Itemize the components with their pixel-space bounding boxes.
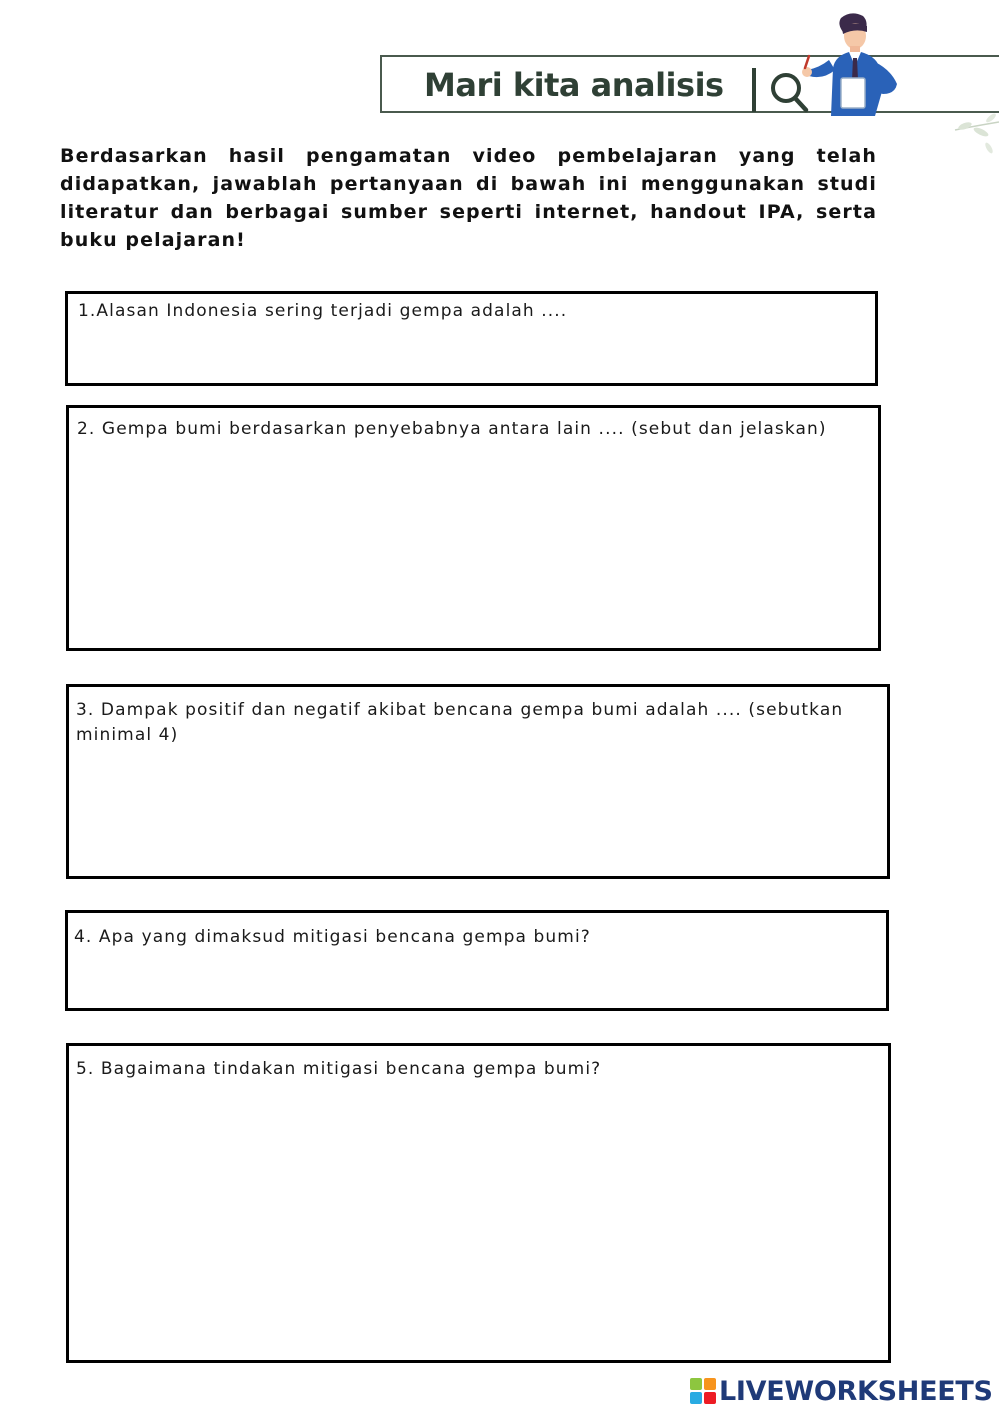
question-4: 4. Apa yang dimaksud mitigasi bencana gempa bumi?	[74, 927, 591, 947]
badge-square-1	[690, 1378, 702, 1390]
liveworksheets-logo-text: LIVEWORKSHEETS	[719, 1375, 993, 1407]
leaf-decoration	[945, 100, 999, 156]
question-5: 5. Bagaimana tindakan mitigasi bencana gempa bumi?	[76, 1059, 602, 1079]
instructions-text: Berdasarkan hasil pengamatan video pembelajaran yang telah didapatkan, jawablah pertanyaan di bawah ini menggunakan studi literatur dan berbagai sumber seperti internet, handout IPA, serta buku pelajaran!	[60, 145, 877, 251]
question-1: 1.Alasan Indonesia sering terjadi gempa adalah ....	[78, 301, 568, 321]
badge-square-2	[704, 1378, 716, 1390]
liveworksheets-badge-icon	[690, 1378, 716, 1404]
header-divider	[752, 68, 756, 112]
page-title: Mari kita analisis	[424, 66, 724, 104]
question-2: 2. Gempa bumi berdasarkan penyebabnya antara lain .... (sebut dan jelaskan)	[77, 419, 827, 439]
liveworksheets-logo[interactable]	[690, 1375, 993, 1407]
question-3: 3. Dampak positif dan negatif akibat bencana gempa bumi adalah .... (sebutkan minimal 4)	[76, 700, 844, 745]
badge-square-4	[704, 1392, 716, 1404]
answer-box-5[interactable]	[66, 1043, 891, 1363]
badge-square-3	[690, 1392, 702, 1404]
teacher-illustration	[795, 10, 905, 116]
